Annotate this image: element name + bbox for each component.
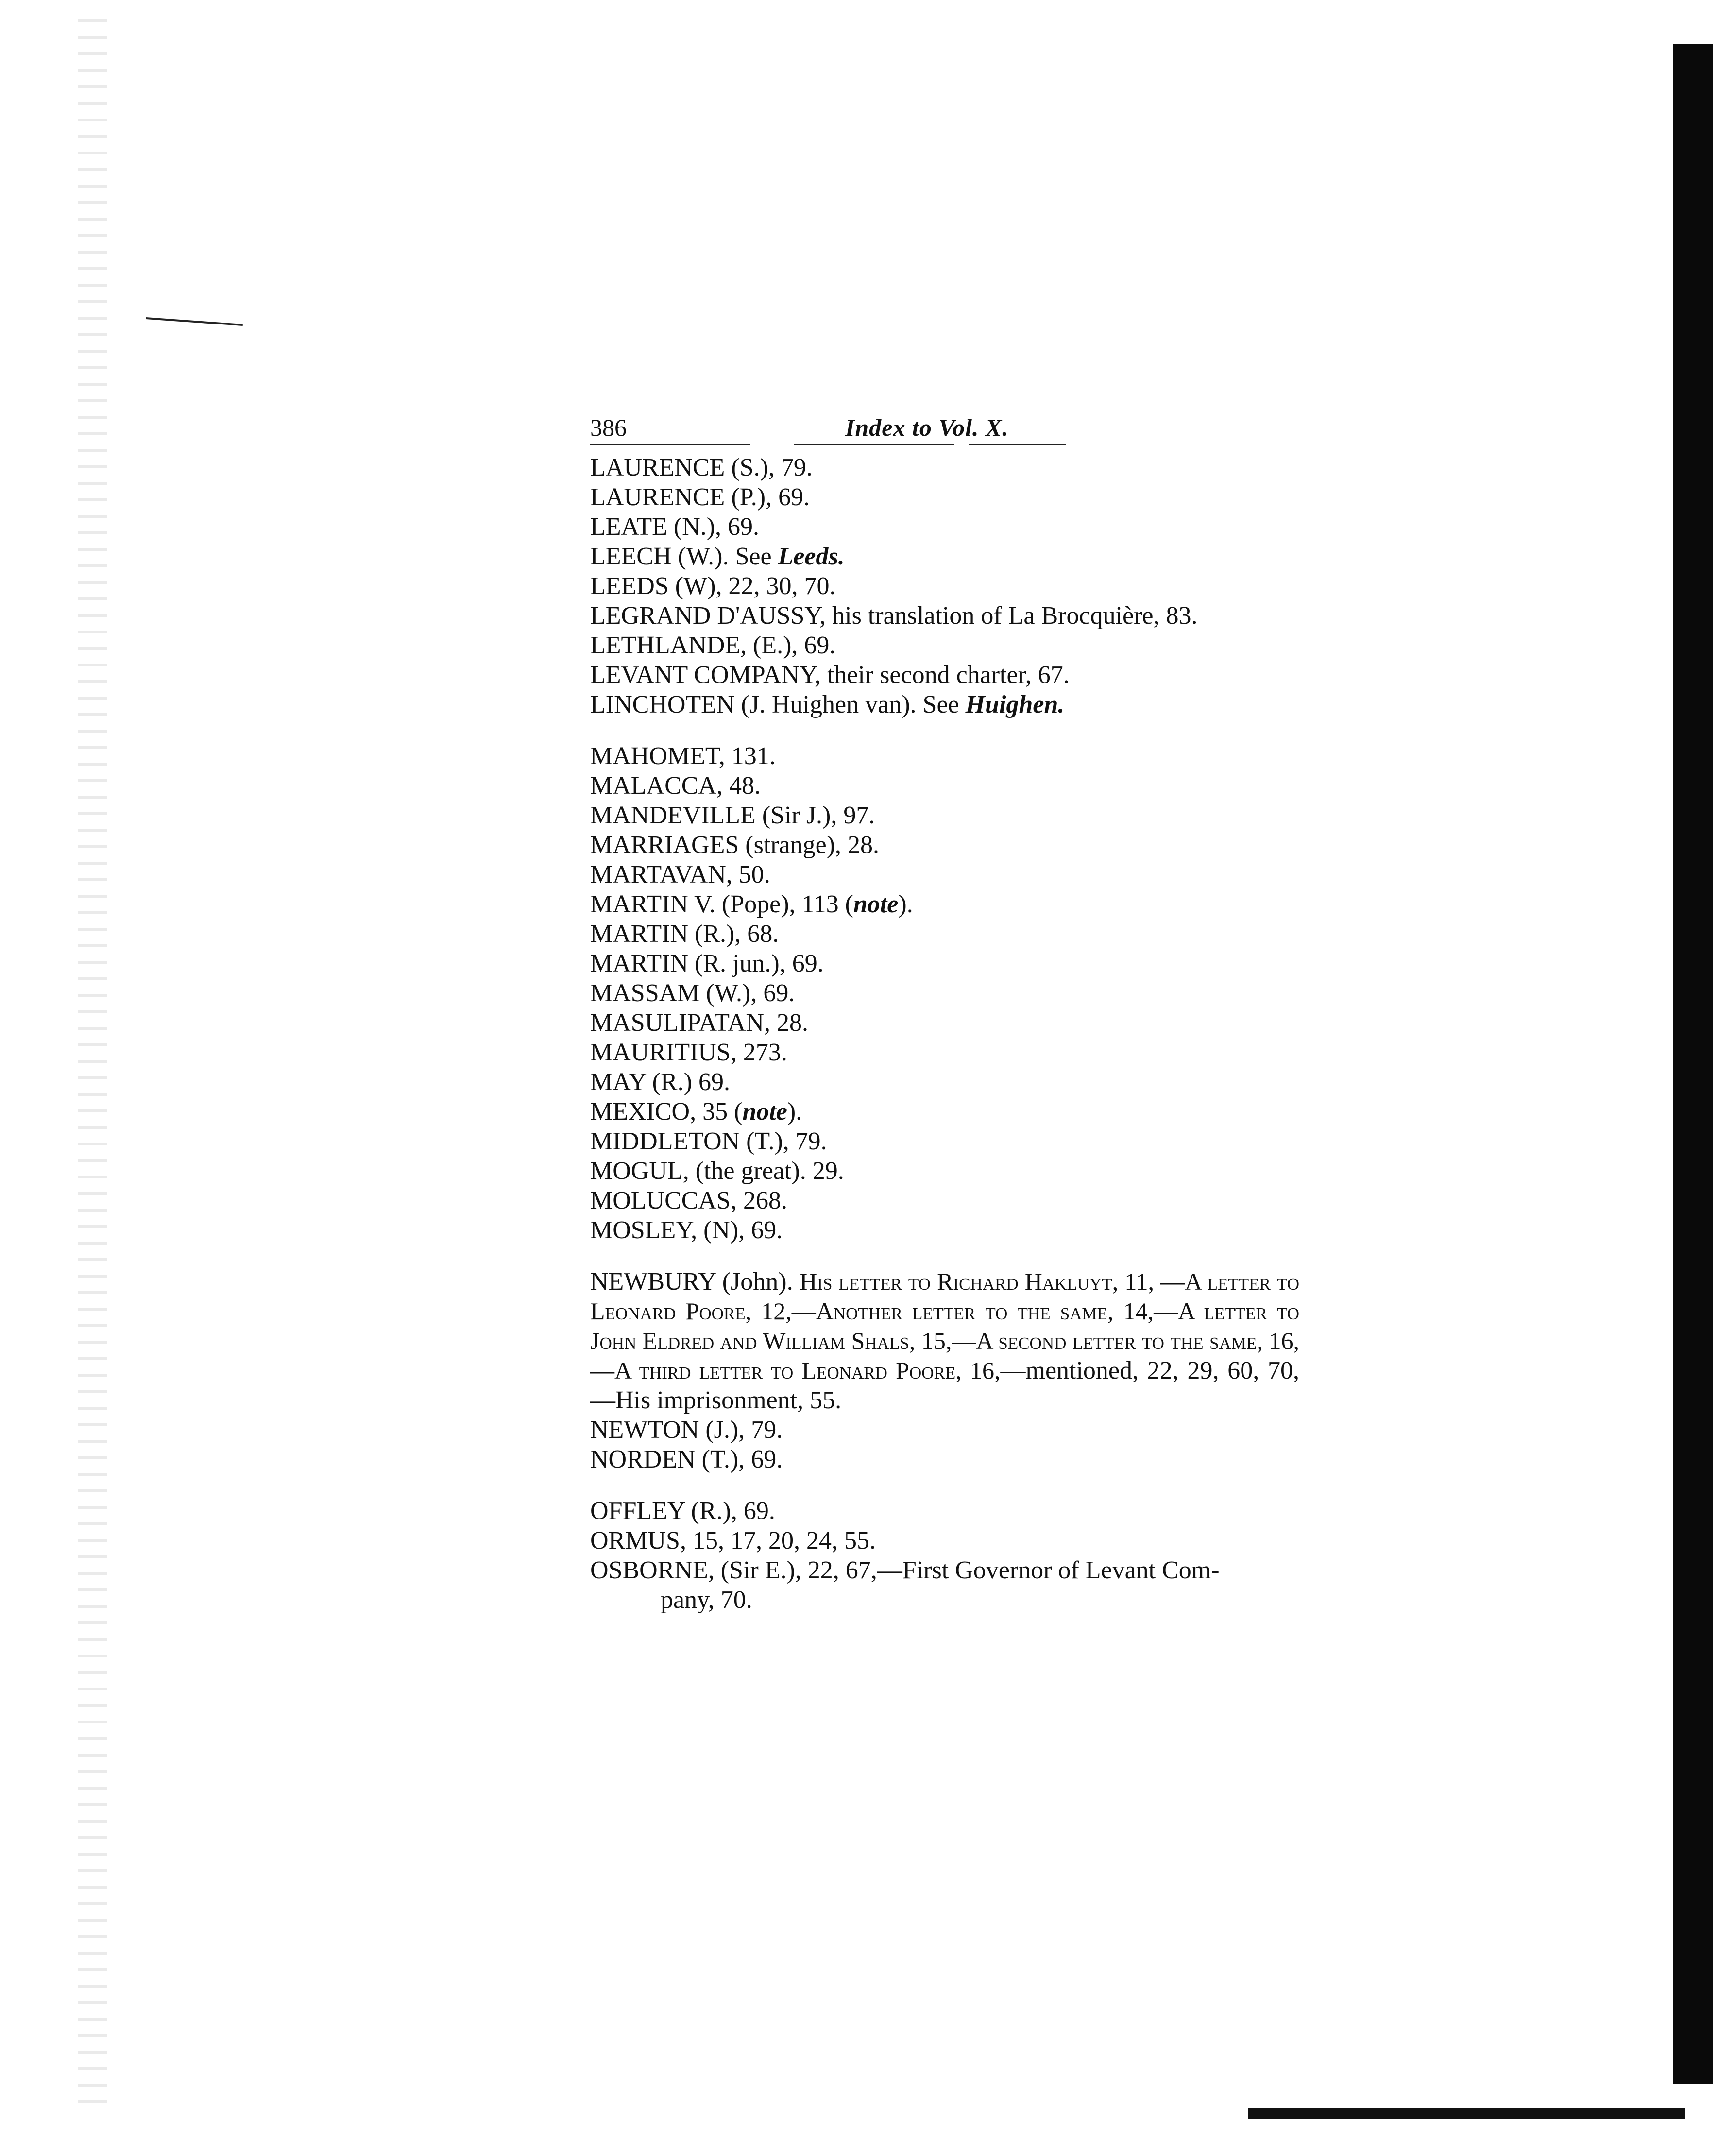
index-entry: MAY (R.) 69.: [590, 1068, 730, 1096]
index-entry: LETHLANDE, (E.), 69.: [590, 631, 836, 659]
index-entry: MANDEVILLE (Sir J.), 97.: [590, 802, 875, 829]
scan-stray-mark: [146, 317, 243, 326]
entry-main: MEXICO, 35 (: [590, 1098, 743, 1126]
cross-reference: Huighen.: [965, 691, 1065, 718]
entry-details: His letter to Richard Hakluyt, 11, —A letter to Leonard Poore, 12,—Another letter to the same, 14,—A letter to John Eldred and William Shals, 15,—A second letter to the same, 16, —A third letter to Leonard Poore, 16,: [590, 1268, 1299, 1384]
entry-line: OSBORNE, (Sir E.), 22, 67,—First Governor of Levant Com-: [590, 1556, 1220, 1584]
index-entry: LEEDS (W), 22, 30, 70.: [590, 572, 836, 600]
index-entry: MARTIN (R.), 68.: [590, 920, 779, 948]
index-entry: MASSAM (W.), 69.: [590, 979, 795, 1007]
index-page: [590, 413, 1309, 1637]
index-entry: NEWTON (J.), 79.: [590, 1416, 783, 1444]
entry-main: LEECH (W.). See: [590, 543, 778, 570]
cross-reference: Leeds.: [778, 543, 845, 570]
index-entry: [590, 690, 1309, 719]
index-entry: LAURENCE (S.), 79.: [590, 454, 813, 481]
entry-main: LINCHOTEN (J. Huighen van). See: [590, 691, 966, 718]
index-group-n: [590, 1267, 1309, 1474]
entry-after: ).: [898, 890, 913, 918]
index-entry: MOLUCCAS, 268.: [590, 1187, 787, 1214]
entry-main: NEWBURY (John).: [590, 1268, 800, 1296]
index-entry: MAURITIUS, 273.: [590, 1039, 787, 1066]
index-entry: MAHOMET, 131.: [590, 742, 776, 770]
page-number: 386: [590, 414, 627, 441]
note-marker: note: [742, 1098, 787, 1126]
scan-bottom-shadow: [1248, 2108, 1685, 2119]
index-entry: MOGUL, (the great). 29.: [590, 1157, 844, 1185]
header-rule: [590, 444, 1309, 447]
index-entry: MOSLEY, (N), 69.: [590, 1216, 783, 1244]
scan-binding-shadow: [1673, 44, 1713, 2084]
index-entry: MALACCA, 48.: [590, 772, 761, 800]
index-entry: [590, 542, 1309, 571]
index-entry-osborne: [590, 1555, 1309, 1615]
entry-main: MARTIN V. (Pope), 113 (: [590, 890, 853, 918]
index-entry: [590, 1097, 1309, 1126]
entry-after: ).: [787, 1098, 802, 1126]
index-entry: MARRIAGES (strange), 28.: [590, 831, 880, 859]
index-entry: MASULIPATAN, 28.: [590, 1009, 808, 1037]
index-entry: NORDEN (T.), 69.: [590, 1446, 783, 1473]
scan-edge-specks: [78, 19, 107, 2113]
index-group-l: [590, 453, 1309, 719]
index-entry: MIDDLETON (T.), 79.: [590, 1127, 827, 1155]
index-entry: MARTAVAN, 50.: [590, 861, 770, 888]
note-marker: note: [853, 890, 899, 918]
entry-tail: —mentioned, 22, 29, 60, 70,—His imprisonment, 55.: [590, 1357, 1299, 1414]
index-entry: [590, 889, 1309, 919]
index-entry: MARTIN (R. jun.), 69.: [590, 950, 824, 977]
index-entry: LEGRAND D'AUSSY, his translation of La Brocquière, 83.: [590, 602, 1198, 630]
index-entry-newbury: [590, 1267, 1299, 1415]
running-title: Index to Vol. X.: [845, 414, 1009, 441]
index-entry: ORMUS, 15, 17, 20, 24, 55.: [590, 1527, 876, 1554]
index-entry: LEATE (N.), 69.: [590, 513, 760, 541]
running-head: [590, 413, 1309, 444]
index-entry: LEVANT COMPANY, their second charter, 67.: [590, 661, 1070, 689]
index-entry: LAURENCE (P.), 69.: [590, 483, 810, 511]
index-group-o: [590, 1496, 1309, 1615]
index-entry: OFFLEY (R.), 69.: [590, 1497, 775, 1525]
index-group-m: [590, 741, 1309, 1245]
entry-continuation: pany, 70.: [661, 1586, 752, 1614]
